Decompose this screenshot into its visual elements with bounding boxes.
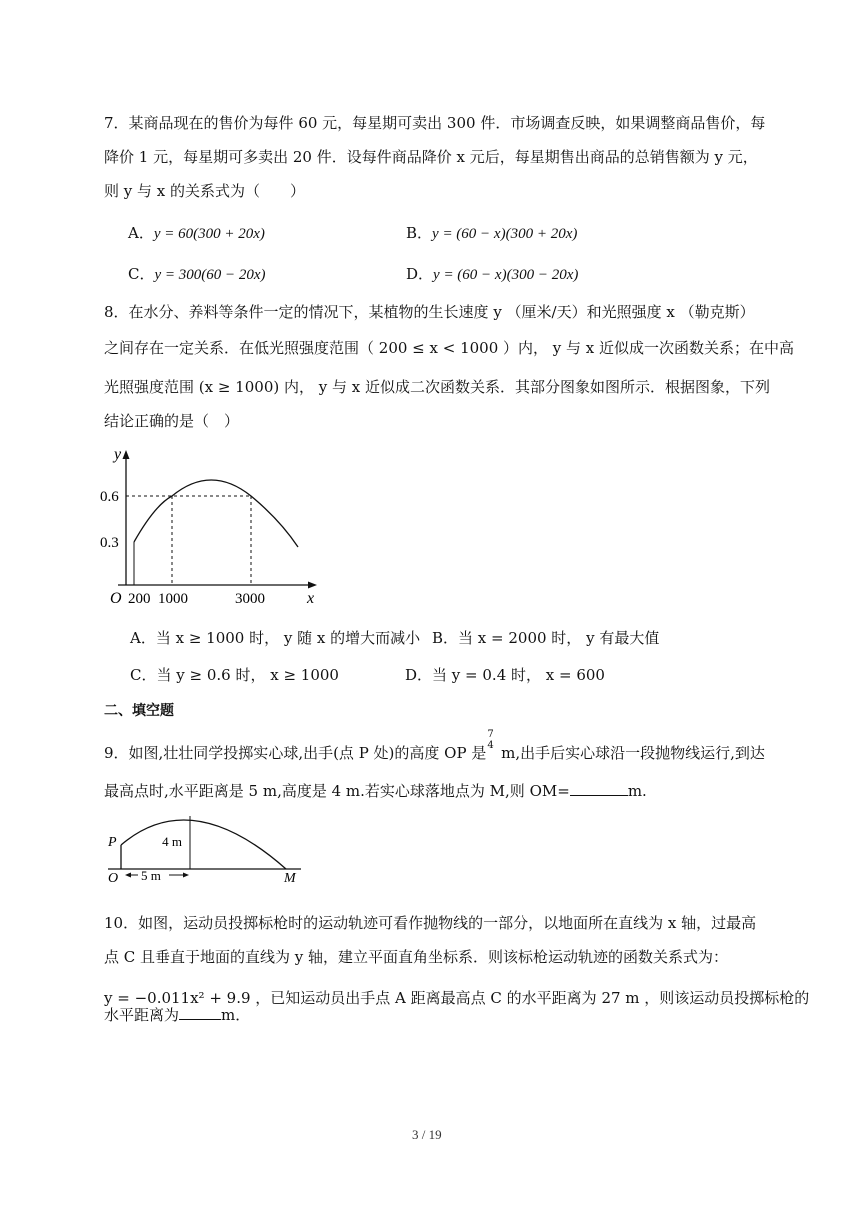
q10-line-3: y = −0.011x² + 9.9 ，已知运动员出手点 A 距离最高点 C 的水平距离为 27 m ，则该运动员投掷标枪的 — [104, 989, 810, 1007]
q8-x-arrow — [308, 582, 317, 589]
q8-line-4: 结论正确的是（ ） — [104, 412, 240, 430]
q8-xtick-200: 200 — [128, 591, 151, 607]
q8-option-c[interactable]: C．当 y ≥ 0.6 时， x ≥ 1000 — [130, 666, 339, 684]
q9-line-2: 最高点时,水平距离是 5 m,高度是 4 m.若实心球落地点为 M,则 OM= m. — [104, 782, 647, 800]
q8-option-a[interactable]: A．当 x ≥ 1000 时， y 随 x 的增大而减小 — [130, 629, 421, 647]
q8-origin-label: O — [110, 590, 122, 607]
q9-height-label: 4 m — [162, 834, 182, 849]
q9-line-1: 9．如图,壮壮同学投掷实心球,出手(点 P 处)的高度 OP 是 7 4 m,出手后实心球沿一段抛物线运行,到达 — [104, 729, 765, 762]
q8-graph — [100, 445, 330, 610]
q9-figure — [105, 802, 305, 888]
page-number: 3 / 19 — [412, 1127, 442, 1142]
q8-line-2: 之间存在一定关系．在低光照强度范围（ 200 ≤ x < 1000 ）内， y 与 x 近似成一次函数关系；在中高 — [104, 339, 795, 357]
q8-xtick-1000: 1000 — [158, 591, 188, 607]
q8-line-3: 光照强度范围 (x ≥ 1000) 内， y 与 x 近似成二次函数关系．其部分图象如图所示．根据图象，下列 — [104, 378, 770, 396]
q7-line-2: 降价 1 元，每星期可多卖出 20 件．设每件商品降价 x 元后，每星期售出商品的总销售额为 y 元， — [104, 148, 758, 166]
q9-trajectory — [121, 820, 286, 869]
q10-line-4: 水平距离为 m． — [104, 1006, 251, 1024]
q9-answer-blank[interactable] — [570, 781, 628, 796]
q8-option-d[interactable]: D．当 y = 0.4 时， x = 600 — [405, 666, 605, 684]
q8-option-b[interactable]: B．当 x = 2000 时， y 有最大值 — [432, 629, 660, 647]
q9-p-label: P — [108, 835, 117, 850]
q10-line-2: 点 C 且垂直于地面的直线为 y 轴，建立平面直角坐标系．则该标枪运动轨迹的函数关系式为： — [104, 948, 729, 966]
q8-ytick-03: 0.3 — [100, 535, 119, 551]
q7-option-a[interactable]: A．y = 60(300 + 20x) — [128, 224, 265, 242]
q9-m-label: M — [284, 871, 296, 886]
q8-y-arrow — [123, 450, 130, 459]
q7-option-b[interactable]: B．y = (60 − x)(300 + 20x) — [406, 224, 578, 242]
q8-xtick-3000: 3000 — [235, 591, 265, 607]
q10-answer-blank[interactable] — [179, 1005, 221, 1020]
q9-dist-arrow-left — [125, 873, 131, 878]
q8-ytick-06: 0.6 — [100, 489, 119, 505]
q8-line-1: 8．在水分、养料等条件一定的情况下，某植物的生长速度 y （厘米/天）和光照强度 x （勒克斯） — [104, 303, 755, 321]
q7-option-c[interactable]: C．y = 300(60 − 20x) — [128, 265, 266, 283]
q8-y-label: y — [114, 446, 122, 463]
q10-line-1: 10．如图，运动员投掷标枪时的运动轨迹可看作抛物线的一部分，以地面所在直线为 x 轴，过最高 — [104, 914, 757, 932]
section-title-fill-in: 二、填空题 — [104, 703, 174, 719]
q7-line-1: 7．某商品现在的售价为每件 60 元，每星期可卖出 300 件．市场调查反映，如果调整商品售价，每 — [104, 114, 766, 132]
q9-dist-label: 5 m — [141, 868, 161, 883]
q8-curve — [134, 480, 298, 547]
q8-x-label: x — [307, 590, 315, 607]
q7-option-d[interactable]: D．y = (60 − x)(300 − 20x) — [406, 265, 579, 283]
q9-dist-arrow-right — [183, 873, 189, 878]
q9-fraction: 7 4 — [487, 729, 494, 751]
q7-line-3: 则 y 与 x 的关系式为（ ） — [104, 182, 306, 200]
q9-o-label: O — [108, 871, 119, 886]
